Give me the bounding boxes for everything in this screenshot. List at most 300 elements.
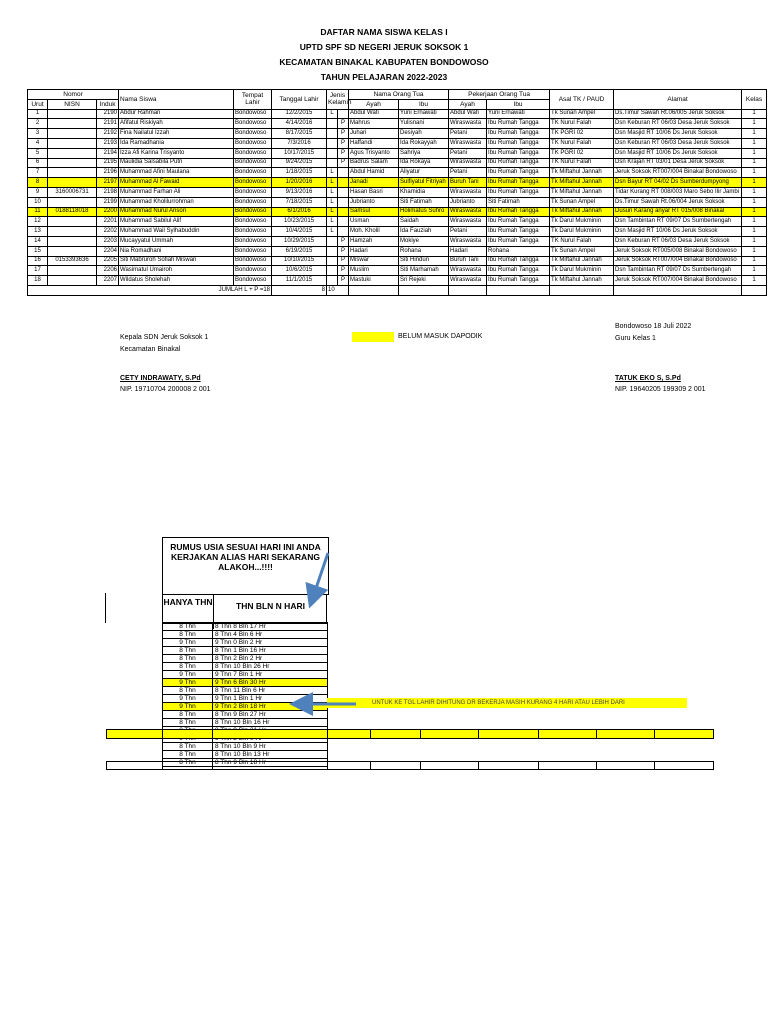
col-nisn: NISN bbox=[48, 99, 97, 109]
cell-urut: 13 bbox=[28, 227, 48, 237]
cell-tempat: Bondowoso bbox=[234, 138, 272, 148]
cell-l: L bbox=[327, 168, 338, 178]
cell-ibu: Saidah bbox=[399, 217, 449, 227]
cell-tgl: 6/1/2016 bbox=[272, 207, 327, 217]
cell-nisn: 0188118018 bbox=[48, 207, 97, 217]
age-full: 9 Thn 6 Bln 30 Hr bbox=[213, 679, 328, 687]
cell-alamat: Dsn Masjid RT 10/06 Ds Jeruk Soksok bbox=[614, 148, 742, 158]
cell-nama: Muhammad Nurul Ansori bbox=[119, 207, 234, 217]
cell-urut: 4 bbox=[28, 138, 48, 148]
cell-tempat: Bondowoso bbox=[234, 227, 272, 237]
cell-tgl: 9/24/2015 bbox=[272, 158, 327, 168]
cell-nama: Nia Romadhani bbox=[119, 246, 234, 256]
cell-l: L bbox=[327, 217, 338, 227]
principal-name: CETY INDRAWATY, S.Pd bbox=[120, 375, 201, 382]
cell-ayah: Abdul Hamid bbox=[349, 168, 399, 178]
cell-kerja-ayah: Petani bbox=[449, 227, 487, 237]
age-years: 8 Thn bbox=[163, 743, 213, 751]
cell-induk: 2192 bbox=[97, 129, 119, 139]
cell-nama: Mucayyatul Ummah bbox=[119, 236, 234, 246]
cell-kerja-ibu: Rohana bbox=[487, 246, 550, 256]
cell-alamat: Jeruk Soksok RT007/004 Binakal Bondowoso bbox=[614, 276, 742, 286]
age-col-full: THN BLN N HARI bbox=[213, 595, 327, 629]
cell-p: P bbox=[338, 246, 349, 256]
cell-asal: Tk Miftahul Jannah bbox=[550, 256, 614, 266]
cell-kerja-ibu: Ibu Rumah Tangga bbox=[487, 158, 550, 168]
col-kerja-ayah: Ayah bbox=[449, 99, 487, 109]
cell-ayah: Hasan Basri bbox=[349, 187, 399, 197]
cell-tgl: 10/17/2015 bbox=[272, 148, 327, 158]
age-full: 9 Thn 7 Bln 1 Hr bbox=[213, 671, 328, 679]
col-ayah: Ayah bbox=[349, 99, 399, 109]
cell-kerja-ayah: Wiraswasta bbox=[449, 217, 487, 227]
cell-l: L bbox=[327, 197, 338, 207]
cell-ayah: Janadi bbox=[349, 178, 399, 188]
cell-tgl: 11/1/2015 bbox=[272, 276, 327, 286]
age-years: 9 Thn bbox=[163, 671, 213, 679]
cell-ibu: Sulfiyatul Fitriyah bbox=[399, 178, 449, 188]
cell-asal: TK Nurul Falah bbox=[550, 119, 614, 129]
cell-tgl: 1/20/2016 bbox=[272, 178, 327, 188]
age-full: 8 Thn 8 Bln 17 Hr bbox=[213, 623, 328, 631]
cell-nama: Afifatul Riskiyah bbox=[119, 119, 234, 129]
cell-urut: 17 bbox=[28, 266, 48, 276]
col-nomor: Nomor bbox=[28, 90, 119, 100]
cell-nisn: 0153393636 bbox=[48, 256, 97, 266]
cell-urut: 14 bbox=[28, 236, 48, 246]
cell-kelas: 1 bbox=[742, 217, 767, 227]
cell-tempat: Bondowoso bbox=[234, 207, 272, 217]
cell-nama: Siti Mabruroh Sofiah Miswari bbox=[119, 256, 234, 266]
age-years: 8 Thn bbox=[163, 751, 213, 759]
total-label: JUMLAH L + P =18 bbox=[28, 285, 272, 295]
cell-induk: 2199 bbox=[97, 197, 119, 207]
cell-kerja-ayah: Wiraswasta bbox=[449, 119, 487, 129]
total-l: 8 bbox=[272, 285, 327, 295]
cell-induk: 2197 bbox=[97, 178, 119, 188]
cell-tempat: Bondowoso bbox=[234, 119, 272, 129]
cell-tgl: 10/6/2015 bbox=[272, 266, 327, 276]
cell-urut: 12 bbox=[28, 217, 48, 227]
age-full: 8 Thn 10 Bln 16 Hr bbox=[213, 719, 328, 727]
cell-alamat: Jeruk Soksok RT007/004 Binakal Bondowoso bbox=[614, 168, 742, 178]
legend-text: BELUM MASUK DAPODIK bbox=[398, 333, 483, 340]
cell-ayah: Juhari bbox=[349, 129, 399, 139]
cell-alamat: Dsn Bayur RT 04/02 Ds Sumberdumpyong bbox=[614, 178, 742, 188]
age-years: 8 Thn bbox=[163, 719, 213, 727]
principal-title: Kepala SDN Jeruk Soksok 1 bbox=[120, 334, 209, 341]
age-full: 9 Thn 1 Bln 1 Hr bbox=[213, 695, 328, 703]
cell-kerja-ayah: Wiraswasta bbox=[449, 207, 487, 217]
age-full: 8 Thn 11 Bln 6 Hr bbox=[213, 687, 328, 695]
cell-kerja-ayah: Wiraswasta bbox=[449, 158, 487, 168]
cell-kerja-ibu: Ibu Rumah Tangga bbox=[487, 119, 550, 129]
cell-tgl: 10/23/2015 bbox=[272, 217, 327, 227]
cell-kerja-ibu: Yuni Ernawati bbox=[487, 109, 550, 119]
cell-kerja-ayah: Wiraswasta bbox=[449, 138, 487, 148]
cell-alamat: Jeruk Soksok RT007/004 Binakal Bondowoso bbox=[614, 256, 742, 266]
cell-tgl: 6/19/2015 bbox=[272, 246, 327, 256]
cell-kerja-ibu: Ibu Rumah Tangga bbox=[487, 256, 550, 266]
cell-induk: 2206 bbox=[97, 266, 119, 276]
title-line-4: TAHUN PELAJARAN 2022-2023 bbox=[320, 72, 448, 82]
cell-alamat: Ds.Timur Sawah Rt.06/004 Jeruk Soksok bbox=[614, 197, 742, 207]
cell-alamat: Dsn Masjid RT 10/06 Ds Jeruk Soksok bbox=[614, 227, 742, 237]
col-induk: Induk bbox=[97, 99, 119, 109]
cell-asal: Tk Miftahul Jannah bbox=[550, 178, 614, 188]
cell-kelas: 1 bbox=[742, 266, 767, 276]
cell-nama: Muhammad Afini Maulana bbox=[119, 168, 234, 178]
cell-tempat: Bondowoso bbox=[234, 148, 272, 158]
col-ortu: Nama Orang Tua bbox=[349, 90, 449, 100]
cell-tempat: Bondowoso bbox=[234, 256, 272, 266]
cell-nama: Muhammad Farhan Ali bbox=[119, 187, 234, 197]
cell-urut: 7 bbox=[28, 168, 48, 178]
cell-l: L bbox=[327, 109, 338, 119]
age-years: 8 Thn bbox=[163, 759, 213, 767]
cell-alamat: Dsn Tambintan RT 09/07 Ds Sumbertengah bbox=[614, 266, 742, 276]
cell-p: P bbox=[338, 236, 349, 246]
cell-ayah: Haffandi bbox=[349, 138, 399, 148]
cell-kelas: 1 bbox=[742, 236, 767, 246]
cell-ayah: Jubrianto bbox=[349, 197, 399, 207]
formula-remark: UNTUK KE TGL LAHIR DIHITUNG DR BEKERJA MASIH KURANG 4 HARI ATAU LEBIH DARI bbox=[372, 700, 625, 706]
cell-p: P bbox=[338, 129, 349, 139]
cell-alamat: Dsn Masjid RT 10/06 Ds Jeruk Soksok bbox=[614, 129, 742, 139]
cell-ibu: Desiyah bbox=[399, 129, 449, 139]
cell-tempat: Bondowoso bbox=[234, 168, 272, 178]
cell-nama: Wasimatul Umairoh bbox=[119, 266, 234, 276]
cell-kerja-ibu: Ibu Rumah Tangga bbox=[487, 236, 550, 246]
cell-tgl: 4/14/2016 bbox=[272, 119, 327, 129]
cell-nama: Ida Ramadhania bbox=[119, 138, 234, 148]
cell-ibu: Yuni Ernawati bbox=[399, 109, 449, 119]
cell-kelas: 1 bbox=[742, 119, 767, 129]
age-full: 8 Thn 10 Bln 26 Hr bbox=[213, 663, 328, 671]
cell-nama: Muhammad Wail Sylhabuddin bbox=[119, 227, 234, 237]
cell-induk: 2195 bbox=[97, 158, 119, 168]
teacher-nip: NIP. 19640205 199309 2 001 bbox=[615, 386, 706, 393]
cell-tempat: Bondowoso bbox=[234, 217, 272, 227]
cell-alamat: Dsn Keburan RT 06/03 Desa Jeruk Soksok bbox=[614, 119, 742, 129]
title-line-1: DAFTAR NAMA SISWA KELAS I bbox=[320, 27, 448, 37]
cell-p: P bbox=[338, 276, 349, 286]
cell-tempat: Bondowoso bbox=[234, 276, 272, 286]
cell-kerja-ibu: Ibu Rumah Tangga bbox=[487, 217, 550, 227]
cell-asal: Tk Sunan Ampel bbox=[550, 246, 614, 256]
cell-asal: Tk Sunan Ampel bbox=[550, 109, 614, 119]
cell-kerja-ibu: Ibu Rumah Tangga bbox=[487, 207, 550, 217]
cell-ibu: Khamidia bbox=[399, 187, 449, 197]
cell-ibu: Sahriya bbox=[399, 148, 449, 158]
teacher-name: TATUK EKO S, S.Pd bbox=[615, 375, 681, 382]
age-years: 8 Thn bbox=[163, 647, 213, 655]
age-full: 8 Thn 2 Bln 2 Hr bbox=[213, 655, 328, 663]
age-years: 8 Thn bbox=[163, 663, 213, 671]
age-years: 9 Thn bbox=[163, 639, 213, 647]
formula-note-box: RUMUS USIA SESUAI HARI INI ANDA KERJAKAN ALIAS HARI SEKARANG ALAKOH...!!!! bbox=[162, 537, 329, 595]
cell-urut: 11 bbox=[28, 207, 48, 217]
cell-kelas: 1 bbox=[742, 207, 767, 217]
cell-tempat: Bondowoso bbox=[234, 109, 272, 119]
cell-kelas: 1 bbox=[742, 197, 767, 207]
cell-l: L bbox=[327, 227, 338, 237]
cell-kerja-ibu: Ibu Rumah Tangga bbox=[487, 129, 550, 139]
cell-nama: Wildatus Sholehah bbox=[119, 276, 234, 286]
age-years: 8 Thn bbox=[163, 711, 213, 719]
cell-p: P bbox=[338, 158, 349, 168]
principal-nip: NIP. 19710704 200008 2 001 bbox=[120, 386, 211, 393]
age-years: 9 Thn bbox=[163, 703, 213, 711]
cell-kerja-ayah: Buruh Tani bbox=[449, 256, 487, 266]
cell-alamat: Tidar Kurang RT 008/003 Maro Sebo Ilir Jambi bbox=[614, 187, 742, 197]
cell-tempat: Bondowoso bbox=[234, 236, 272, 246]
cell-kelas: 1 bbox=[742, 109, 767, 119]
age-years: 8 Thn bbox=[163, 655, 213, 663]
cell-kerja-ayah: Wiraswasta bbox=[449, 187, 487, 197]
cell-asal: TK Nurul Falah bbox=[550, 236, 614, 246]
age-full: 9 Thn 2 Bln 18 Hr bbox=[213, 703, 328, 711]
cell-alamat: Dusun Karang anyar RT 015/008 Binakal bbox=[614, 207, 742, 217]
cell-tempat: Bondowoso bbox=[234, 246, 272, 256]
col-tanggal: Tanggal Lahir bbox=[272, 90, 327, 110]
age-full: 8 Thn 10 Bln 9 Hr bbox=[213, 743, 328, 751]
cell-ibu: Ida Rokayyah bbox=[399, 138, 449, 148]
title-line-3: KECAMATAN BINAKAL KABUPATEN BONDOWOSO bbox=[279, 57, 489, 67]
cell-ibu: Yulisnani bbox=[399, 119, 449, 129]
total-p: 10 bbox=[327, 285, 349, 295]
cell-induk: 2205 bbox=[97, 256, 119, 266]
cell-ayah: Badrus Salam bbox=[349, 158, 399, 168]
cell-kelas: 1 bbox=[742, 187, 767, 197]
cell-nisn: 3160006731 bbox=[48, 187, 97, 197]
cell-kelas: 1 bbox=[742, 246, 767, 256]
cell-ayah: Moh. Kholil bbox=[349, 227, 399, 237]
cell-tgl: 8/17/2015 bbox=[272, 129, 327, 139]
cell-kerja-ayah: Hadari bbox=[449, 246, 487, 256]
cell-induk: 2207 bbox=[97, 276, 119, 286]
cell-induk: 2198 bbox=[97, 187, 119, 197]
cell-induk: 2204 bbox=[97, 246, 119, 256]
cell-asal: Tk Miftahul Jannah bbox=[550, 187, 614, 197]
age-full: 8 Thn 10 Bln 13 Hr bbox=[213, 751, 328, 759]
title-line-2: UPTD SPF SD NEGERI JERUK SOKSOK 1 bbox=[299, 42, 469, 52]
cell-nama: Muhammad Sabilul Alif bbox=[119, 217, 234, 227]
age-years: 8 Thn bbox=[163, 623, 213, 631]
cell-urut: 9 bbox=[28, 187, 48, 197]
cell-ibu: Sri Rejeki bbox=[399, 276, 449, 286]
cell-kerja-ayah: Jubrianto bbox=[449, 197, 487, 207]
cell-ayah: Usman bbox=[349, 217, 399, 227]
age-years: 9 Thn bbox=[163, 695, 213, 703]
cell-p: P bbox=[338, 119, 349, 129]
cell-ibu: Siti Fatimah bbox=[399, 197, 449, 207]
cell-urut: 6 bbox=[28, 158, 48, 168]
cell-kerja-ayah: Wiraswasta bbox=[449, 266, 487, 276]
cell-kerja-ibu: Ibu Rumah Tangga bbox=[487, 168, 550, 178]
cell-kelas: 1 bbox=[742, 168, 767, 178]
cell-kerja-ibu: Ibu Rumah Tangga bbox=[487, 276, 550, 286]
cell-kerja-ayah: Buruh Tani bbox=[449, 178, 487, 188]
cell-tgl: 1/18/2015 bbox=[272, 168, 327, 178]
col-asal: Asal TK / PAUD bbox=[550, 90, 614, 110]
cell-ayah: Agus Trisyanto bbox=[349, 148, 399, 158]
cell-asal: Tk Miftahul Jannah bbox=[550, 168, 614, 178]
cell-alamat: Dsn Keburan RT 06/03 Desa Jeruk Soksok bbox=[614, 138, 742, 148]
age-full: 9 Thn 0 Bln 2 Hr bbox=[213, 639, 328, 647]
cell-induk: 2202 bbox=[97, 227, 119, 237]
cell-alamat: Jeruk Soksok RT005/008 Binakal Bondowoso bbox=[614, 246, 742, 256]
col-alamat: Alamat bbox=[614, 90, 742, 110]
cell-ayah: Mastuki bbox=[349, 276, 399, 286]
cell-tgl: 9/13/2016 bbox=[272, 187, 327, 197]
cell-ibu: Siti Hindun bbox=[399, 256, 449, 266]
cell-ibu: Mokiye bbox=[399, 236, 449, 246]
age-full: 8 Thn 1 Bln 16 Hr bbox=[213, 647, 328, 655]
col-pekerjaan: Pekerjaan Orang Tua bbox=[449, 90, 550, 100]
age-full: 8 Thn 4 Bln 6 Hr bbox=[213, 631, 328, 639]
age-years: 8 Thn bbox=[163, 687, 213, 695]
cell-l: L bbox=[327, 187, 338, 197]
cell-kelas: 1 bbox=[742, 148, 767, 158]
cell-kelas: 1 bbox=[742, 129, 767, 139]
cell-asal: Tk Miftahul Jannah bbox=[550, 207, 614, 217]
col-tempat: Tempat Lahir bbox=[234, 90, 272, 110]
cell-induk: 2194 bbox=[97, 148, 119, 158]
cell-urut: 5 bbox=[28, 148, 48, 158]
cell-nama: Muhammad Al Fawaid bbox=[119, 178, 234, 188]
cell-kerja-ayah: Petani bbox=[449, 129, 487, 139]
cell-asal: TK Nurul Falah bbox=[550, 158, 614, 168]
cell-asal: Tk Darul Mukminin bbox=[550, 266, 614, 276]
cell-kerja-ayah: Abdul Wafi bbox=[449, 109, 487, 119]
cell-tempat: Bondowoso bbox=[234, 129, 272, 139]
age-col-years: HANYA THN bbox=[163, 597, 213, 607]
teacher-title: Guru Kelas 1 bbox=[615, 335, 656, 342]
cell-tgl: 10/4/2015 bbox=[272, 227, 327, 237]
cell-ibu: Rohana bbox=[399, 246, 449, 256]
cell-asal: TK Nurul Falah bbox=[550, 138, 614, 148]
cell-ayah: Hadari bbox=[349, 246, 399, 256]
cell-tgl: 10/10/2015 bbox=[272, 256, 327, 266]
cell-ibu: Holimatus Suhro bbox=[399, 207, 449, 217]
cell-tgl: 10/29/2015 bbox=[272, 236, 327, 246]
cell-nama: Izza Afi Karina Trisyanto bbox=[119, 148, 234, 158]
cell-induk: 2193 bbox=[97, 138, 119, 148]
cell-ibu: Aliyatur bbox=[399, 168, 449, 178]
cell-asal: Tk Sunan Ampel bbox=[550, 197, 614, 207]
cell-kerja-ibu: Ibu Rumah Tangga bbox=[487, 227, 550, 237]
cell-tgl: 7/3/2016 bbox=[272, 138, 327, 148]
age-full: 8 Thn 9 Bln 18 Hr bbox=[213, 759, 328, 767]
cell-kerja-ibu: Ibu Rumah Tangga bbox=[487, 266, 550, 276]
sign-date: Bondowoso 18 Juli 2022 bbox=[615, 323, 692, 330]
cell-p: P bbox=[338, 148, 349, 158]
col-jk: Jenis Kelamin bbox=[327, 90, 349, 110]
col-ibu: Ibu bbox=[399, 99, 449, 109]
cell-nama: Fina Nailatul Izzah bbox=[119, 129, 234, 139]
cell-induk: 2201 bbox=[97, 217, 119, 227]
cell-tgl: 7/18/2015 bbox=[272, 197, 327, 207]
cell-kelas: 1 bbox=[742, 158, 767, 168]
cell-alamat: Ds.Timur Sawah Rt.06/005 Jeruk Soksok bbox=[614, 109, 742, 119]
cell-urut: 15 bbox=[28, 246, 48, 256]
cell-alamat: Dsn Tambintan RT 09/07 Ds Sumbertengah bbox=[614, 217, 742, 227]
cell-ayah: Hamzah bbox=[349, 236, 399, 246]
cell-ibu: Ida Rokaya bbox=[399, 158, 449, 168]
cell-kelas: 1 bbox=[742, 276, 767, 286]
col-kerja-ibu: Ibu bbox=[487, 99, 550, 109]
cell-tempat: Bondowoso bbox=[234, 178, 272, 188]
cell-p: P bbox=[338, 256, 349, 266]
cell-kerja-ibu: Ibu Rumah Tangga bbox=[487, 148, 550, 158]
principal-district: Kecamatan Binakal bbox=[120, 346, 181, 353]
cell-asal: Tk Darul Mukminin bbox=[550, 217, 614, 227]
cell-asal: Tk Miftahul Jannah bbox=[550, 276, 614, 286]
cell-nama: Muhammad Kholilurrohman bbox=[119, 197, 234, 207]
cell-l: L bbox=[327, 178, 338, 188]
cell-induk: 2190 bbox=[97, 109, 119, 119]
cell-urut: 18 bbox=[28, 276, 48, 286]
cell-kerja-ayah: Wiraswasta bbox=[449, 276, 487, 286]
cell-nama: Abdur Rahman bbox=[119, 109, 234, 119]
col-kelas: Kelas bbox=[742, 90, 767, 110]
cell-urut: 8 bbox=[28, 178, 48, 188]
cell-urut: 10 bbox=[28, 197, 48, 207]
cell-urut: 1 bbox=[28, 109, 48, 119]
age-full: 8 Thn 9 Bln 27 Hr bbox=[213, 711, 328, 719]
cell-urut: 3 bbox=[28, 129, 48, 139]
cell-ayah: Samsul bbox=[349, 207, 399, 217]
cell-ayah: Muslim bbox=[349, 266, 399, 276]
cell-asal: Tk Darul Mukminin bbox=[550, 227, 614, 237]
cell-induk: 2191 bbox=[97, 119, 119, 129]
cell-induk: 2196 bbox=[97, 168, 119, 178]
cell-ayah: Abdul Wafi bbox=[349, 109, 399, 119]
cell-kerja-ibu: Ibu Rumah Tangga bbox=[487, 178, 550, 188]
cell-tempat: Bondowoso bbox=[234, 266, 272, 276]
cell-urut: 2 bbox=[28, 119, 48, 129]
col-urut: Urut bbox=[28, 99, 48, 109]
cell-kerja-ayah: Wiraswasta bbox=[449, 236, 487, 246]
cell-asal: TK PGRI 02 bbox=[550, 129, 614, 139]
cell-l: L bbox=[327, 207, 338, 217]
cell-alamat: Dsn Krajan RT 03/01 Desa Jeruk Soksok bbox=[614, 158, 742, 168]
cell-urut: 16 bbox=[28, 256, 48, 266]
cell-kerja-ibu: Ibu Rumah Tangga bbox=[487, 138, 550, 148]
cell-kerja-ibu: Siti Fatimah bbox=[487, 197, 550, 207]
cell-ibu: Ida Fauziah bbox=[399, 227, 449, 237]
cell-tempat: Bondowoso bbox=[234, 197, 272, 207]
cell-p: P bbox=[338, 138, 349, 148]
cell-kerja-ibu: Ibu Rumah Tangga bbox=[487, 187, 550, 197]
cell-tempat: Bondowoso bbox=[234, 158, 272, 168]
cell-p: P bbox=[338, 266, 349, 276]
cell-alamat: Dsn Keburan RT 06/03 Desa Jeruk Soksok bbox=[614, 236, 742, 246]
cell-kelas: 1 bbox=[742, 138, 767, 148]
cell-kerja-ayah: Petani bbox=[449, 168, 487, 178]
cell-ayah: Miswar bbox=[349, 256, 399, 266]
cell-asal: TK PGRI 02 bbox=[550, 148, 614, 158]
cell-kerja-ayah: Petani bbox=[449, 148, 487, 158]
cell-kelas: 1 bbox=[742, 256, 767, 266]
cell-kelas: 1 bbox=[742, 178, 767, 188]
cell-ayah: Mahrus bbox=[349, 119, 399, 129]
age-years: 8 Thn bbox=[163, 631, 213, 639]
arrow-down bbox=[312, 553, 328, 600]
col-nama: Nama Siswa bbox=[119, 90, 234, 110]
cell-tgl: 12/2/2015 bbox=[272, 109, 327, 119]
